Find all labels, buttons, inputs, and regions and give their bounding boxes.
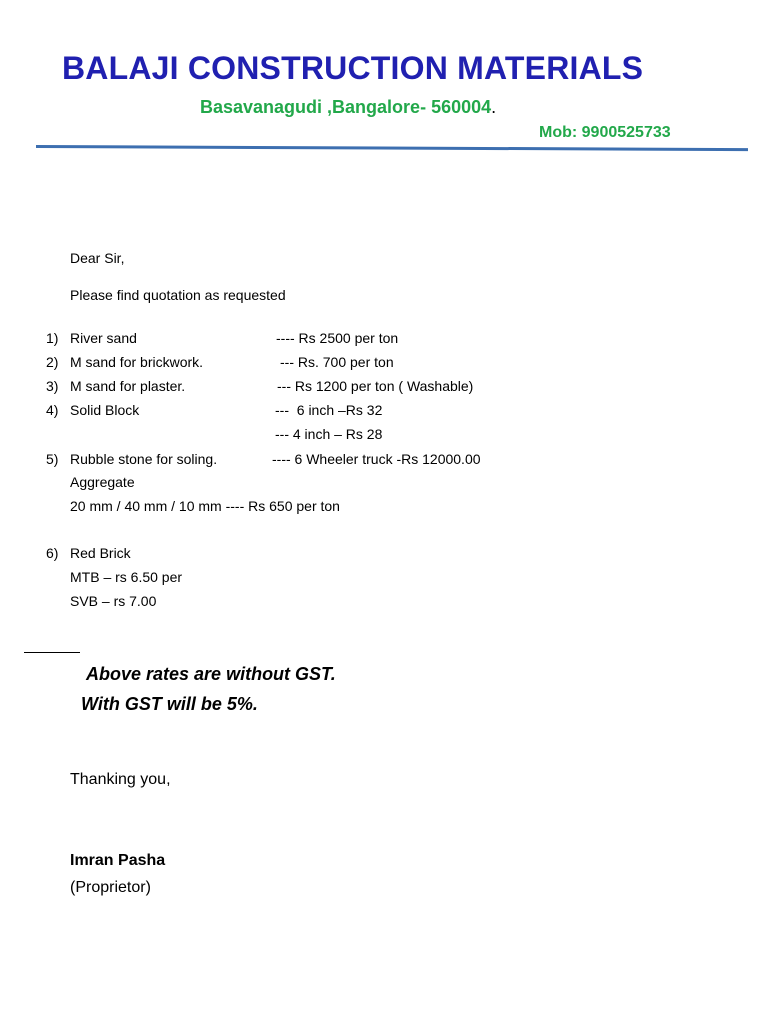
item-name: Rubble stone for soling. [70, 451, 218, 467]
gst-note: Above rates are without GST. [86, 664, 336, 684]
header-divider [36, 145, 748, 151]
address-text: Basavanagudi ,Bangalore- 560004 [200, 97, 492, 117]
item-name: Solid Block [70, 402, 140, 418]
item-number: 6) [46, 545, 59, 561]
item-subline: 20 mm / 40 mm / 10 mm ---- Rs 650 per ton [70, 498, 340, 514]
item-subline: Aggregate [70, 474, 135, 490]
signatory-designation: (Proprietor) [70, 879, 151, 896]
company-address [200, 97, 496, 118]
item-number: 3) [46, 378, 59, 394]
address-dot: . [491, 97, 497, 117]
item-subline: MTB – rs 6.50 per [70, 569, 183, 585]
item-price: --- Rs. 700 per ton [280, 354, 394, 370]
item-number: 1) [46, 330, 59, 346]
item-name: Red Brick [70, 545, 131, 561]
separator-line [24, 652, 80, 653]
item-price: ---- 6 Wheeler truck -Rs 12000.00 [272, 451, 481, 467]
salutation: Dear Sir, [70, 250, 125, 266]
gst-note-rate: With GST will be 5%. [81, 694, 258, 714]
item-subline: SVB – rs 7.00 [70, 593, 157, 609]
item-number: 4) [46, 402, 59, 418]
item-price-secondary: --- 4 inch – Rs 28 [275, 426, 383, 442]
intro-text: Please find quotation as requested [70, 287, 286, 303]
item-name: M sand for plaster. [70, 378, 186, 394]
signatory-name: Imran Pasha [70, 852, 166, 869]
item-name: River sand [70, 330, 137, 346]
item-name: M sand for brickwork. [70, 354, 204, 370]
item-number: 2) [46, 354, 59, 370]
company-mobile: Mob: 9900525733 [539, 124, 671, 141]
item-price: --- Rs 1200 per ton ( Washable) [277, 378, 474, 394]
closing-text: Thanking you, [70, 771, 171, 788]
item-price: ---- Rs 2500 per ton [276, 330, 399, 346]
company-name: BALAJI CONSTRUCTION MATERIALS [62, 50, 644, 86]
item-price: --- 6 inch –Rs 32 [275, 402, 383, 418]
item-number: 5) [46, 451, 59, 467]
